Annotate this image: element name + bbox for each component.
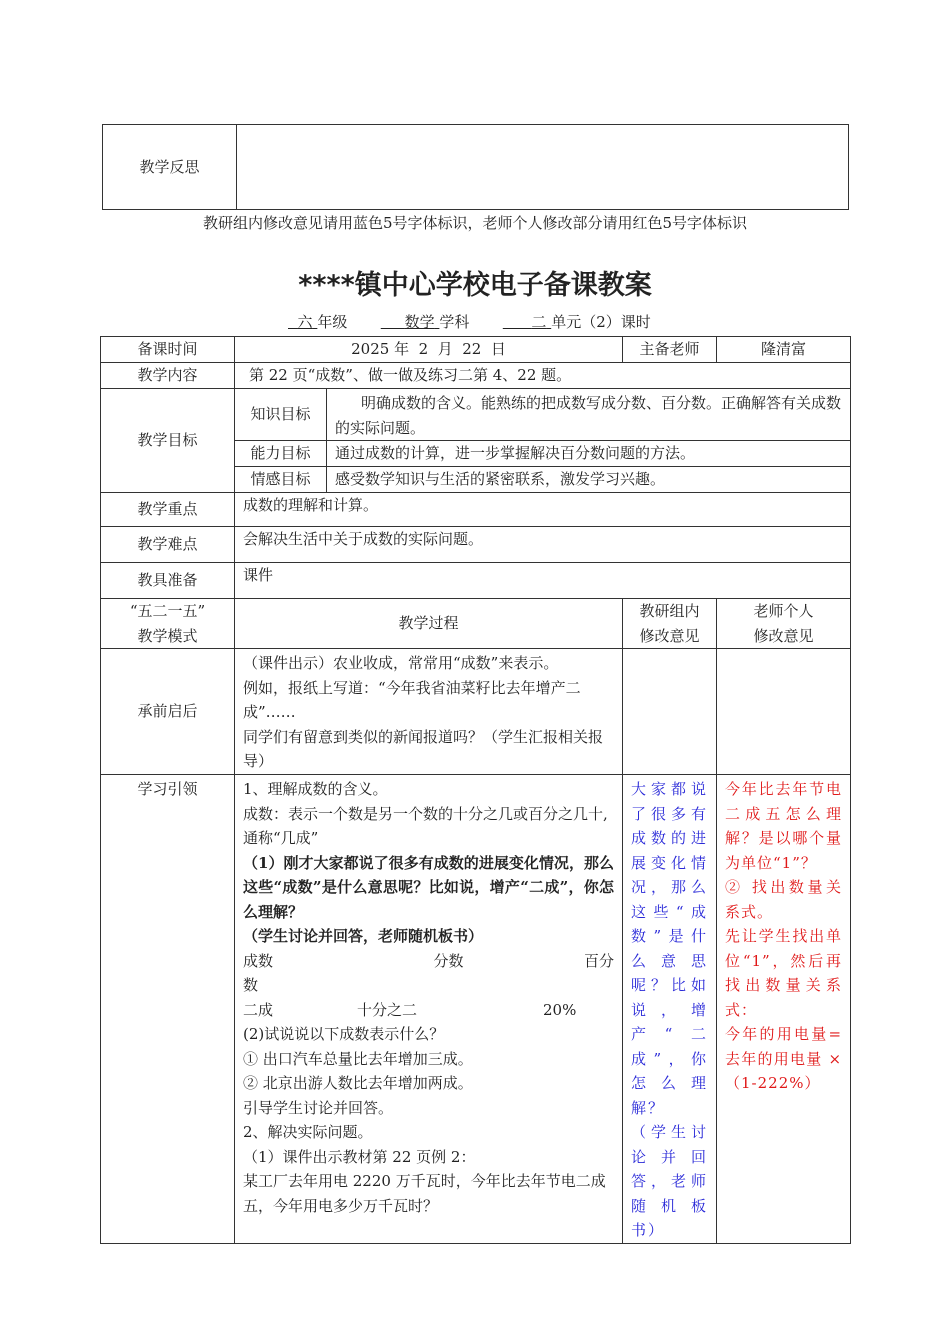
goal-knowledge-label: 知识目标 <box>235 389 327 441</box>
prep-date: 2025 年 2 月 22 日 <box>235 337 623 363</box>
stage2-board-note: （学生讨论并回答，老师随机板书） <box>243 927 484 945</box>
stage1-line: （课件出示）农业收成，常常用“成数”来表示。 <box>243 654 559 672</box>
stage1-label: 承前启后 <box>101 649 235 775</box>
grade-suffix: 年级 <box>317 313 348 331</box>
subject-value: 数学 <box>404 313 435 331</box>
stage2-question1: （1）刚才大家都说了很多有成数的进展变化情况，那么这些“成数”是什么意思呢？比如说，增产“二成”，你怎么理解？ <box>243 853 615 921</box>
convert-table-header: 成数 分数 百分 <box>243 951 615 970</box>
goals-label: 教学目标 <box>101 389 235 493</box>
unit-value: 二 <box>531 313 547 331</box>
goal-ability-label: 能力目标 <box>235 441 327 467</box>
page-title: ****镇中心学校电子备课教案 <box>298 270 652 301</box>
stage1-personal-comment[interactable] <box>717 649 851 775</box>
content-text: 第 22 页“成数”、做一做及练习二第 4、22 题。 <box>235 363 851 389</box>
lesson-plan-table <box>100 336 851 1244</box>
mode-header: “五二一五” 教学模式 <box>101 599 235 649</box>
goal-knowledge-text: 明确成数的含义。能熟练的把成数写成分数、百分数。正确解答有关成数的实际问题。 <box>327 389 851 441</box>
stage2-group-comment[interactable]: 大家都说了很多有成数的进展变化情况，那么这些“成数”是什么意思呢？比如说，增产“二成”，你怎么理解？ （学生讨论并回答，老师随机板书） <box>623 775 717 1244</box>
stage1-content <box>235 649 623 775</box>
goal-emotion-text: 感受数学知识与生活的紧密联系，激发学习兴趣。 <box>327 467 851 493</box>
stage1-line: 同学们有留意到类似的新闻报道吗？（学生汇报相关报导） <box>243 727 604 770</box>
grade-value: 六 <box>297 313 313 331</box>
difficulty-label: 教学难点 <box>101 527 235 563</box>
stage1-group-comment[interactable] <box>623 649 717 775</box>
reflection-content[interactable] <box>237 125 849 210</box>
goal-ability-text: 通过成数的计算，进一步掌握解决百分数问题的方法。 <box>327 441 851 467</box>
content-label: 教学内容 <box>101 363 235 389</box>
key-point-text: 成数的理解和计算。 <box>235 493 851 527</box>
stage1-line: 例如，报纸上写道：“今年我省油菜籽比去年增产二成”…… <box>243 678 581 721</box>
reflection-label: 教学反思 <box>103 125 237 210</box>
key-point-label: 教学重点 <box>101 493 235 527</box>
reflection-table <box>102 124 849 210</box>
materials-label: 教具准备 <box>101 563 235 599</box>
process-header: 教学过程 <box>235 599 623 649</box>
personal-comment-header: 老师个人 修改意见 <box>717 599 851 649</box>
stage2-label: 学习引领 <box>101 775 235 1244</box>
stage2-personal-comment[interactable]: 今年比去年节电二成五怎么理解？是以哪个量为单位“1”？ ② 找出数量关系式。 先让学生找出单位“1”，然后再找出数量关系式： 今年的用电量=去年的用电量 ×（1-222%） <box>717 775 851 1244</box>
main-teacher-name: 隆清富 <box>717 337 851 363</box>
example-problem: 某工厂去年用电 2220 万千瓦时，今年比去年节电二成五，今年用电多少万千瓦时？ <box>243 1172 606 1215</box>
goal-emotion-label: 情感目标 <box>235 467 327 493</box>
lesson-subtitle <box>288 311 651 333</box>
materials-text: 课件 <box>235 563 851 599</box>
main-teacher-label: 主备老师 <box>623 337 717 363</box>
color-note: 教研组内修改意见请用蓝色5号字体标识，老师个人修改部分请用红色5号字体标识 <box>202 214 748 232</box>
unit-suffix: 单元（2）课时 <box>551 313 651 331</box>
convert-example: 二成 十分之二 20% <box>243 1000 577 1019</box>
difficulty-text: 会解决生活中关于成数的实际问题。 <box>235 527 851 563</box>
stage2-content: 1、理解成数的含义。 成数：表示一个数是另一个数的十分之几或百分之几十,通称“几成” （1）刚才大家都说了很多有成数的进展变化情况，那么这些“成数”是什么意思呢？比如说，增产“二成”，你怎么理解？ （学生讨论并回答，老师随机板书） 成数 分数 百分 数 二成 十分之二 20% (2)试说说以下成数表示什么？ ① 出口汽车总量比去年增加三成。 ② 北京出游人数比去年增加两成。 引导学生讨论并回答。 2、解决实际问题。 （1）课件出示教材第 22 页例 2： 某工厂去年用电 2220 万千瓦时，今年比去年节电二成五，今年用电多少万千瓦时？ <box>235 775 623 1244</box>
group-comment-header: 教研组内 修改意见 <box>623 599 717 649</box>
prep-time-label: 备课时间 <box>101 337 235 363</box>
subject-suffix: 学科 <box>439 313 470 331</box>
